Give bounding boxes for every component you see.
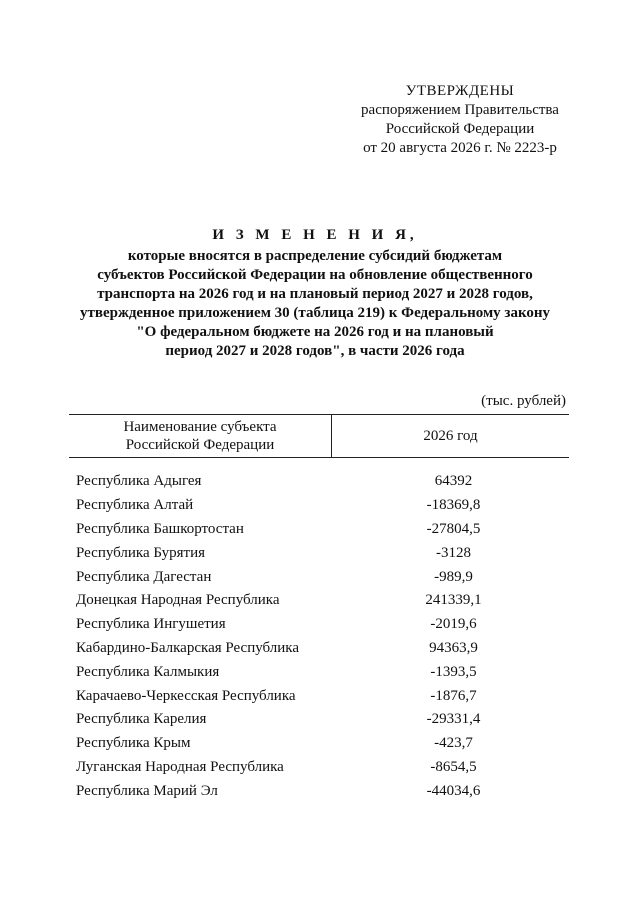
heading-line: транспорта на 2026 год и на плановый период 2027 и 2028 годов, [97,286,533,302]
region-value: -18369,8 [426,497,481,514]
region-value: -1393,5 [430,663,477,680]
region-value: 94363,9 [429,639,478,656]
approval-line: распоряжением Правительства [361,102,559,118]
region-name: Республика Калмыкия [76,663,220,680]
table-row [69,518,569,542]
region-name: Луганская Народная Республика [76,758,284,775]
table-row [69,660,569,684]
table-row [69,779,569,803]
region-value: -423,7 [434,735,473,752]
region-value: 64392 [434,473,473,490]
document-heading [60,226,570,361]
header-name-line: Наименование субъекта [123,419,277,435]
region-value: -1876,7 [430,687,477,704]
heading-line: период 2027 и 2028 годов", в части 2026 года [165,343,465,359]
table-row [69,708,569,732]
table-row [69,613,569,637]
region-name: Республика Алтай [76,497,194,514]
table-header [69,414,569,458]
document-title: И З М Е Н Е Н И Я, [212,227,418,243]
heading-line: субъектов Российской Федерации на обновление общественного [97,267,533,283]
table-body [69,470,569,803]
header-region-name [69,415,332,457]
approval-block [355,82,565,158]
table-row [69,494,569,518]
subsidy-table [69,414,569,803]
region-name: Республика Карелия [76,711,207,728]
table-row [69,470,569,494]
region-name: Республика Башкортостан [76,520,244,537]
approval-title: УТВЕРЖДЕНЫ [405,83,515,99]
region-name: Республика Адыгея [76,473,202,490]
region-value: -8654,5 [430,758,477,775]
region-name: Республика Крым [76,735,191,752]
region-name: Республика Ингушетия [76,616,226,633]
region-value: 241339,1 [425,592,482,609]
table-row [69,756,569,780]
region-value: -27804,5 [426,520,481,537]
region-value: -44034,6 [426,782,481,799]
heading-line: "О федеральном бюджете на 2026 год и на плановый [136,324,494,340]
region-name: Республика Бурятия [76,544,206,561]
approval-line: Российской Федерации [385,121,535,137]
table-row [69,541,569,565]
table-row [69,732,569,756]
region-name: Республика Марий Эл [76,782,218,799]
heading-line: которые вносятся в распределение субсидий бюджетам [127,248,503,264]
approval-line: от 20 августа 2026 г. № 2223-р [363,140,557,156]
region-name: Республика Дагестан [76,568,212,585]
table-row [69,684,569,708]
table-row [69,589,569,613]
region-value: -29331,4 [426,711,481,728]
units-label: (тыс. рублей) [481,393,566,409]
region-name: Донецкая Народная Республика [76,592,280,609]
header-name-line: Российской Федерации [125,437,275,453]
table-row [69,565,569,589]
region-name: Карачаево-Черкесская Республика [76,687,296,704]
table-row [69,637,569,661]
heading-line: утвержденное приложением 30 (таблица 219) к Федеральному закону [79,305,551,321]
region-value: -989,9 [434,568,473,585]
header-year: 2026 год [423,427,478,444]
region-name: Кабардино-Балкарская Республика [76,639,300,656]
region-value: -3128 [436,544,471,561]
region-value: -2019,6 [430,616,477,633]
